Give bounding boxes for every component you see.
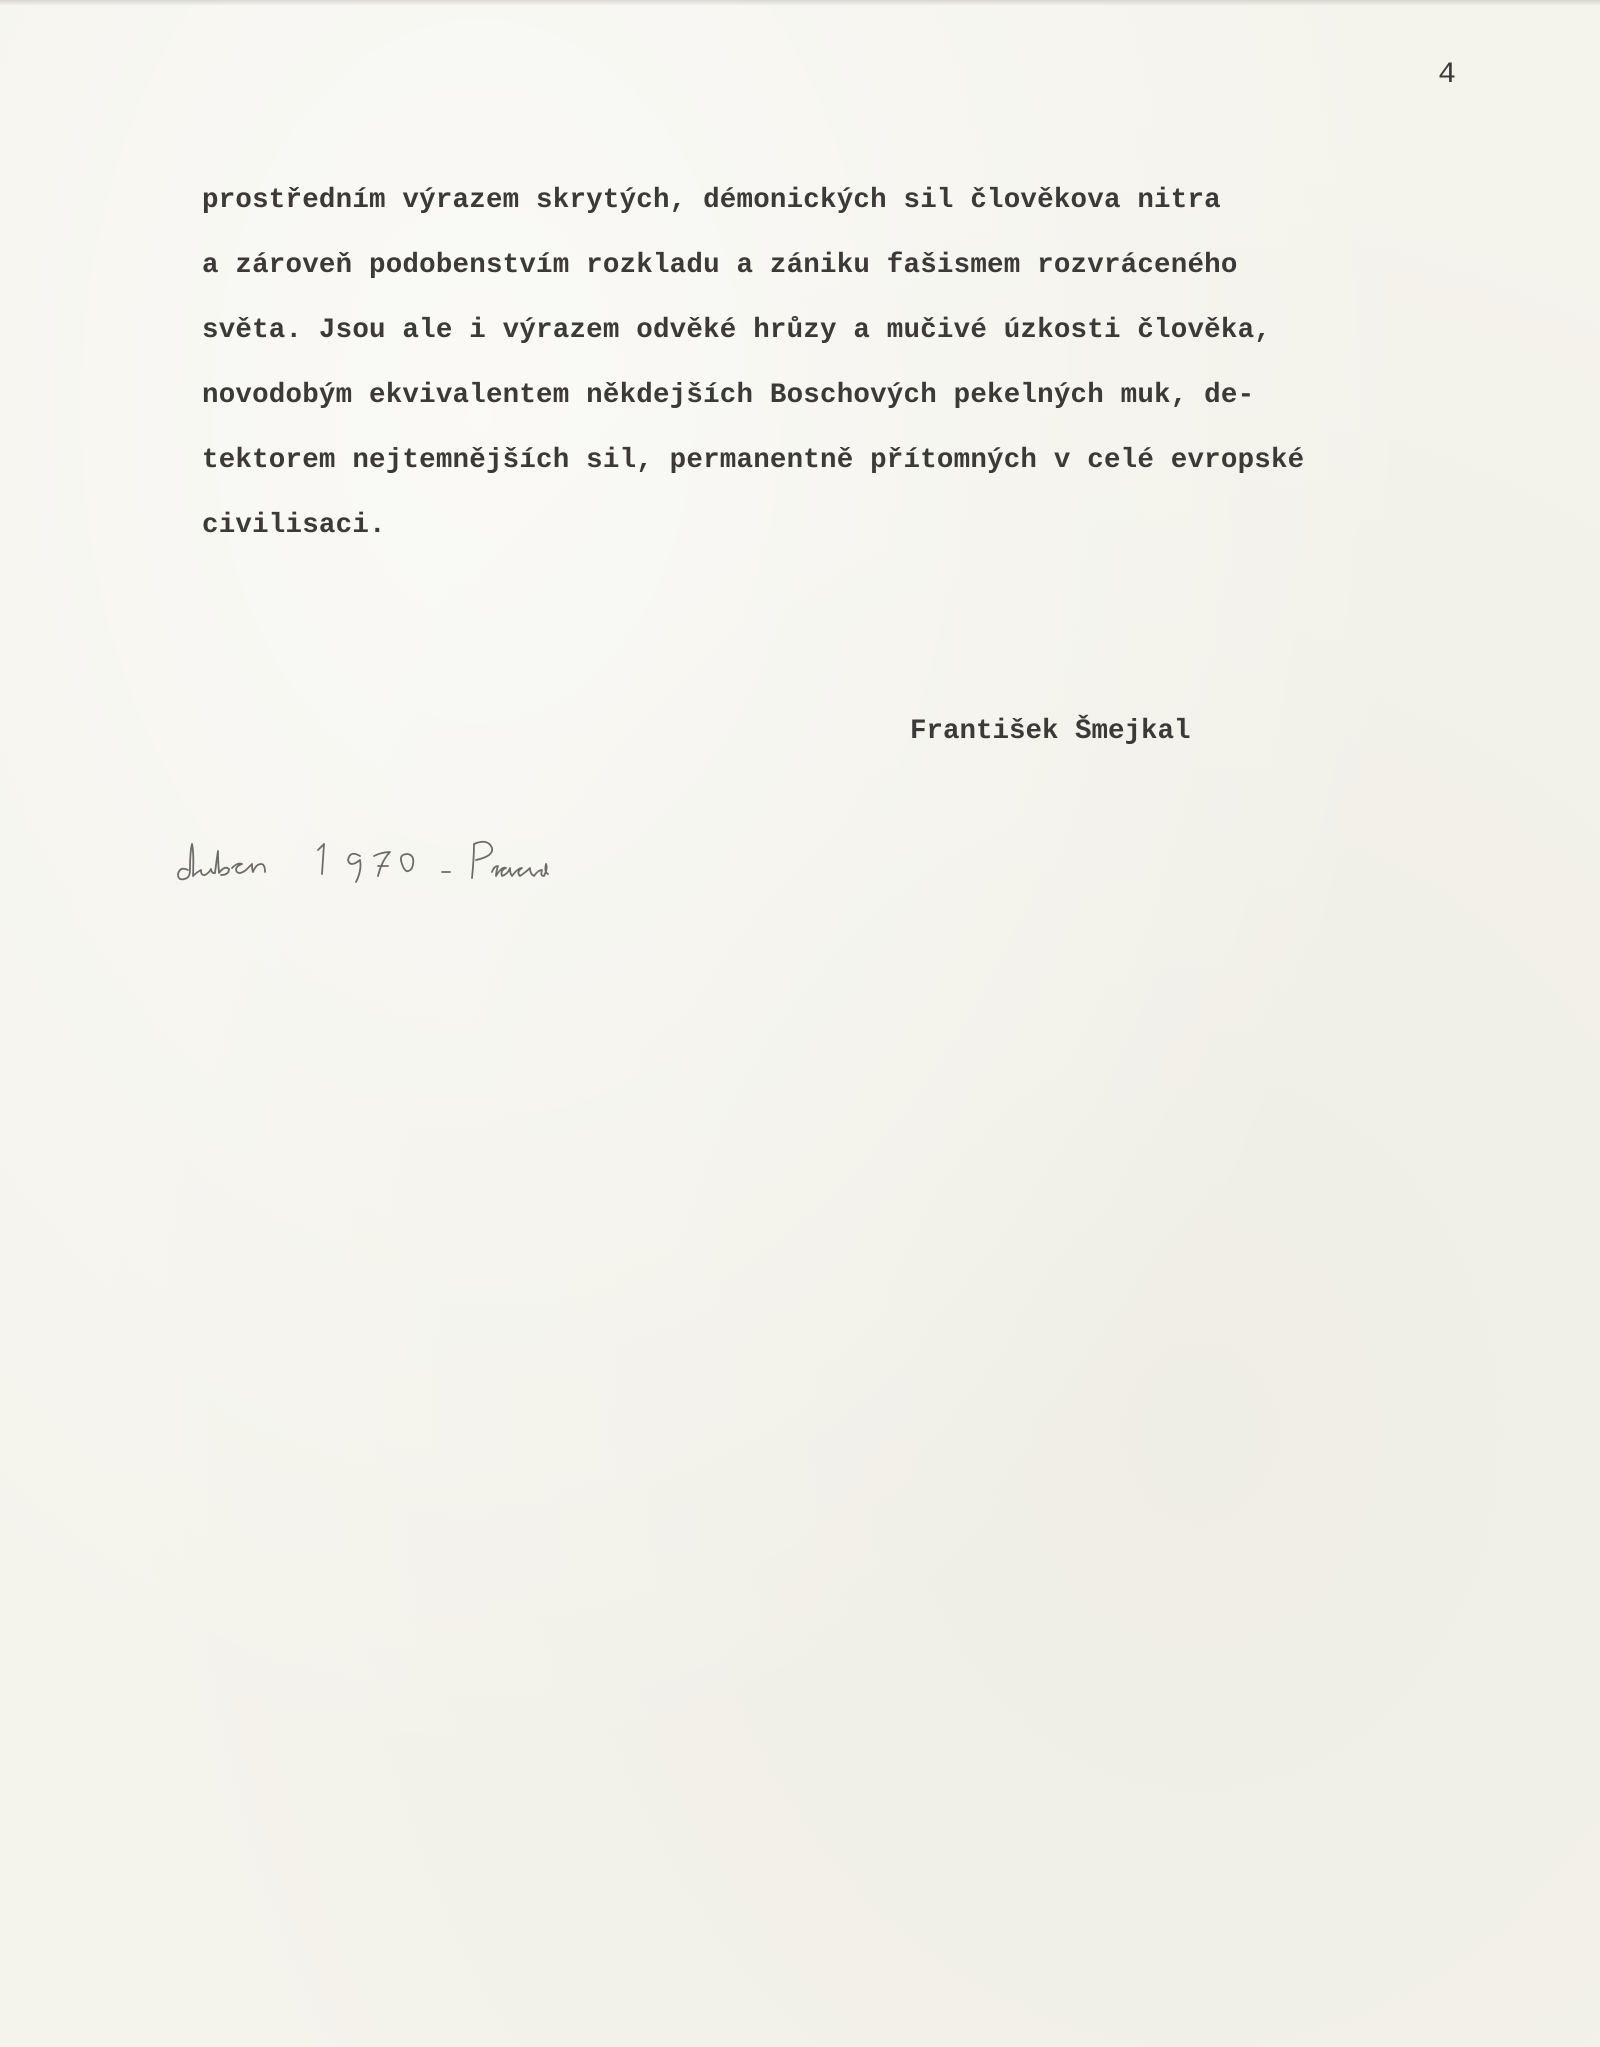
handwritten-note-text: [170, 910, 171, 911]
page-number: 4: [1438, 58, 1457, 92]
author-signature: František Šmejkal: [910, 716, 1191, 747]
paper-edge-shadow: [0, 0, 1600, 6]
text-line: a zároveň podobenstvím rozkladu a zániku fašismem rozvráceného: [202, 250, 1238, 281]
handwriting-drawing: [170, 820, 710, 910]
text-line: civilisaci.: [202, 510, 386, 541]
text-line: světa. Jsou ale i výrazem odvěké hrůzy a mučivé úzkosti člověka,: [202, 315, 1271, 346]
text-line: tektorem nejtemnějších sil, permanentně přítomných v celé evropské: [202, 445, 1305, 476]
body-paragraph: [202, 168, 1502, 558]
text-line: novodobým ekvivalentem někdejších Boschových pekelných muk, de-: [202, 380, 1255, 411]
handwritten-date-note: [170, 820, 710, 910]
text-line: prostředním výrazem skrytých, démonických sil člověkova nitra: [202, 185, 1221, 216]
